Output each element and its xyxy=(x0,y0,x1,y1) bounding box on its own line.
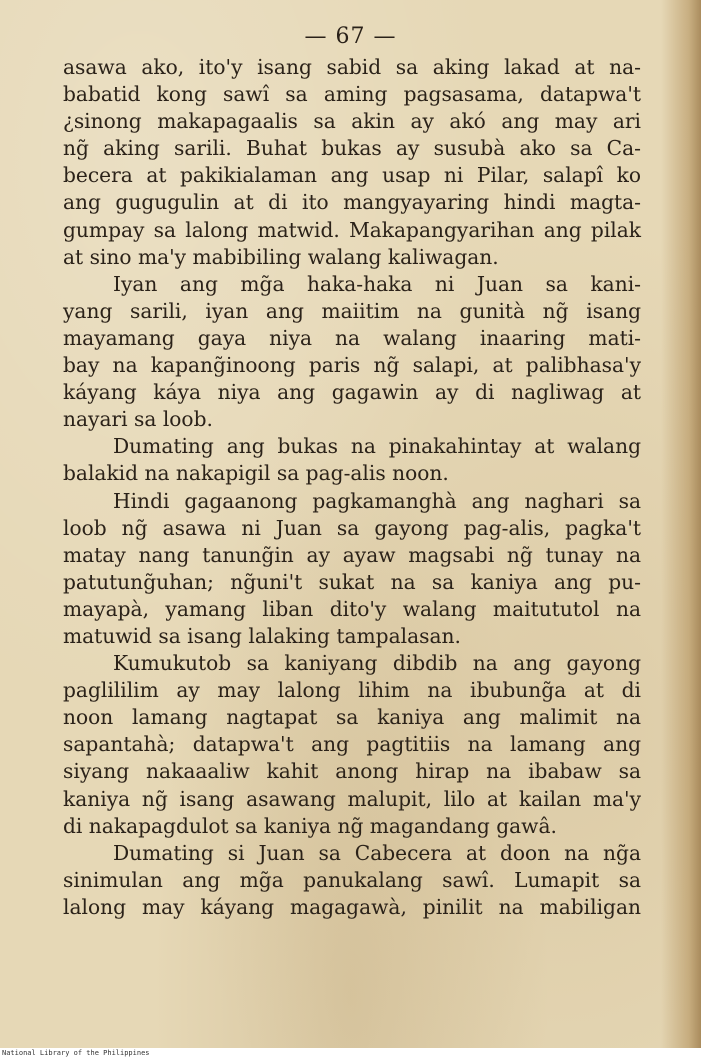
text-line: Hindi gagaanong pagkamanghà ang naghari sa xyxy=(113,488,641,513)
text-line: káyang káya niya ang gagawin ay di nagliwag at xyxy=(63,380,641,405)
text-line: ang gugugulin at di ito mangyayaring hindi magta- xyxy=(63,190,641,215)
text-line: patutung̃uhan; ng̃uni't sukat na sa kaniya ang pu- xyxy=(63,569,641,594)
library-credit: National Library of the Philippines xyxy=(2,1049,150,1057)
text-line: nayari sa loob. xyxy=(63,407,213,432)
text-line: lalong may káyang magagawà, pinilit na mabiligan xyxy=(63,894,641,919)
text-line: Kumukutob sa kaniyang dibdib na ang gayong xyxy=(113,651,641,676)
text-line: babatid kong sawî sa aming pagsasama, datapwa't xyxy=(63,82,641,107)
page-edge-shading xyxy=(661,0,701,1048)
text-line: kaniya ng̃ isang asawang malupit, lilo at kailan ma'y xyxy=(63,786,641,811)
text-line: Dumating si Juan sa Cabecera at doon na ng̃a xyxy=(113,840,641,865)
text-line: yang sarili, iyan ang maiitim na gunità ng̃ isang xyxy=(63,298,641,323)
text-line: ¿sinong makapagaalis sa akin ay akó ang may ari xyxy=(63,109,641,134)
text-line: paglililim ay may lalong lihim na ibubung̃a at di xyxy=(63,678,641,703)
text-line: matay nang tanung̃in ay ayaw magsabi ng̃ tunay na xyxy=(63,542,641,567)
text-line: mayapà, yamang liban dito'y walang maitututol na xyxy=(63,596,641,621)
page-number: — 67 — xyxy=(304,24,397,49)
text-line: loob ng̃ asawa ni Juan sa gayong pag-alis, pagka't xyxy=(63,515,641,540)
text-line: at sino ma'y mabibiling walang kaliwagan. xyxy=(63,244,499,269)
text-line: Iyan ang mg̃a haka-haka ni Juan sa kani- xyxy=(113,271,641,296)
text-line: bay na kapang̃inoong paris ng̃ salapi, at palibhasa'y xyxy=(63,353,641,378)
text-line: asawa ako, ito'y isang sabid sa aking lakad at na- xyxy=(63,55,641,79)
text-line: Dumating ang bukas na pinakahintay at walang xyxy=(113,434,641,459)
text-line: balakid na nakapigil sa pag-alis noon. xyxy=(63,461,449,486)
text-line: siyang nakaaaliw kahit anong hirap na ibabaw sa xyxy=(63,759,641,784)
text-line: becera at pakikialaman ang usap ni Pilar, salapî ko xyxy=(63,163,641,188)
body-text xyxy=(63,54,641,921)
text-line: ng̃ aking sarili. Buhat bukas ay susubà ako sa Ca- xyxy=(63,136,641,161)
text-line: mayamang gaya niya na walang inaaring mati- xyxy=(63,325,641,350)
text-line: di nakapagdulot sa kaniya ng̃ magandang gawâ. xyxy=(63,813,557,838)
text-line: matuwid sa isang lalaking tampalasan. xyxy=(63,623,461,648)
text-line: sinimulan ang mg̃a panukalang sawî. Lumapit sa xyxy=(63,867,641,892)
text-line: noon lamang nagtapat sa kaniya ang malimit na xyxy=(63,705,641,730)
text-line: gumpay sa lalong matwid. Makapangyarihan ang pilak xyxy=(63,217,641,242)
text-line: sapantahà; datapwa't ang pagtitiis na lamang ang xyxy=(63,732,641,757)
